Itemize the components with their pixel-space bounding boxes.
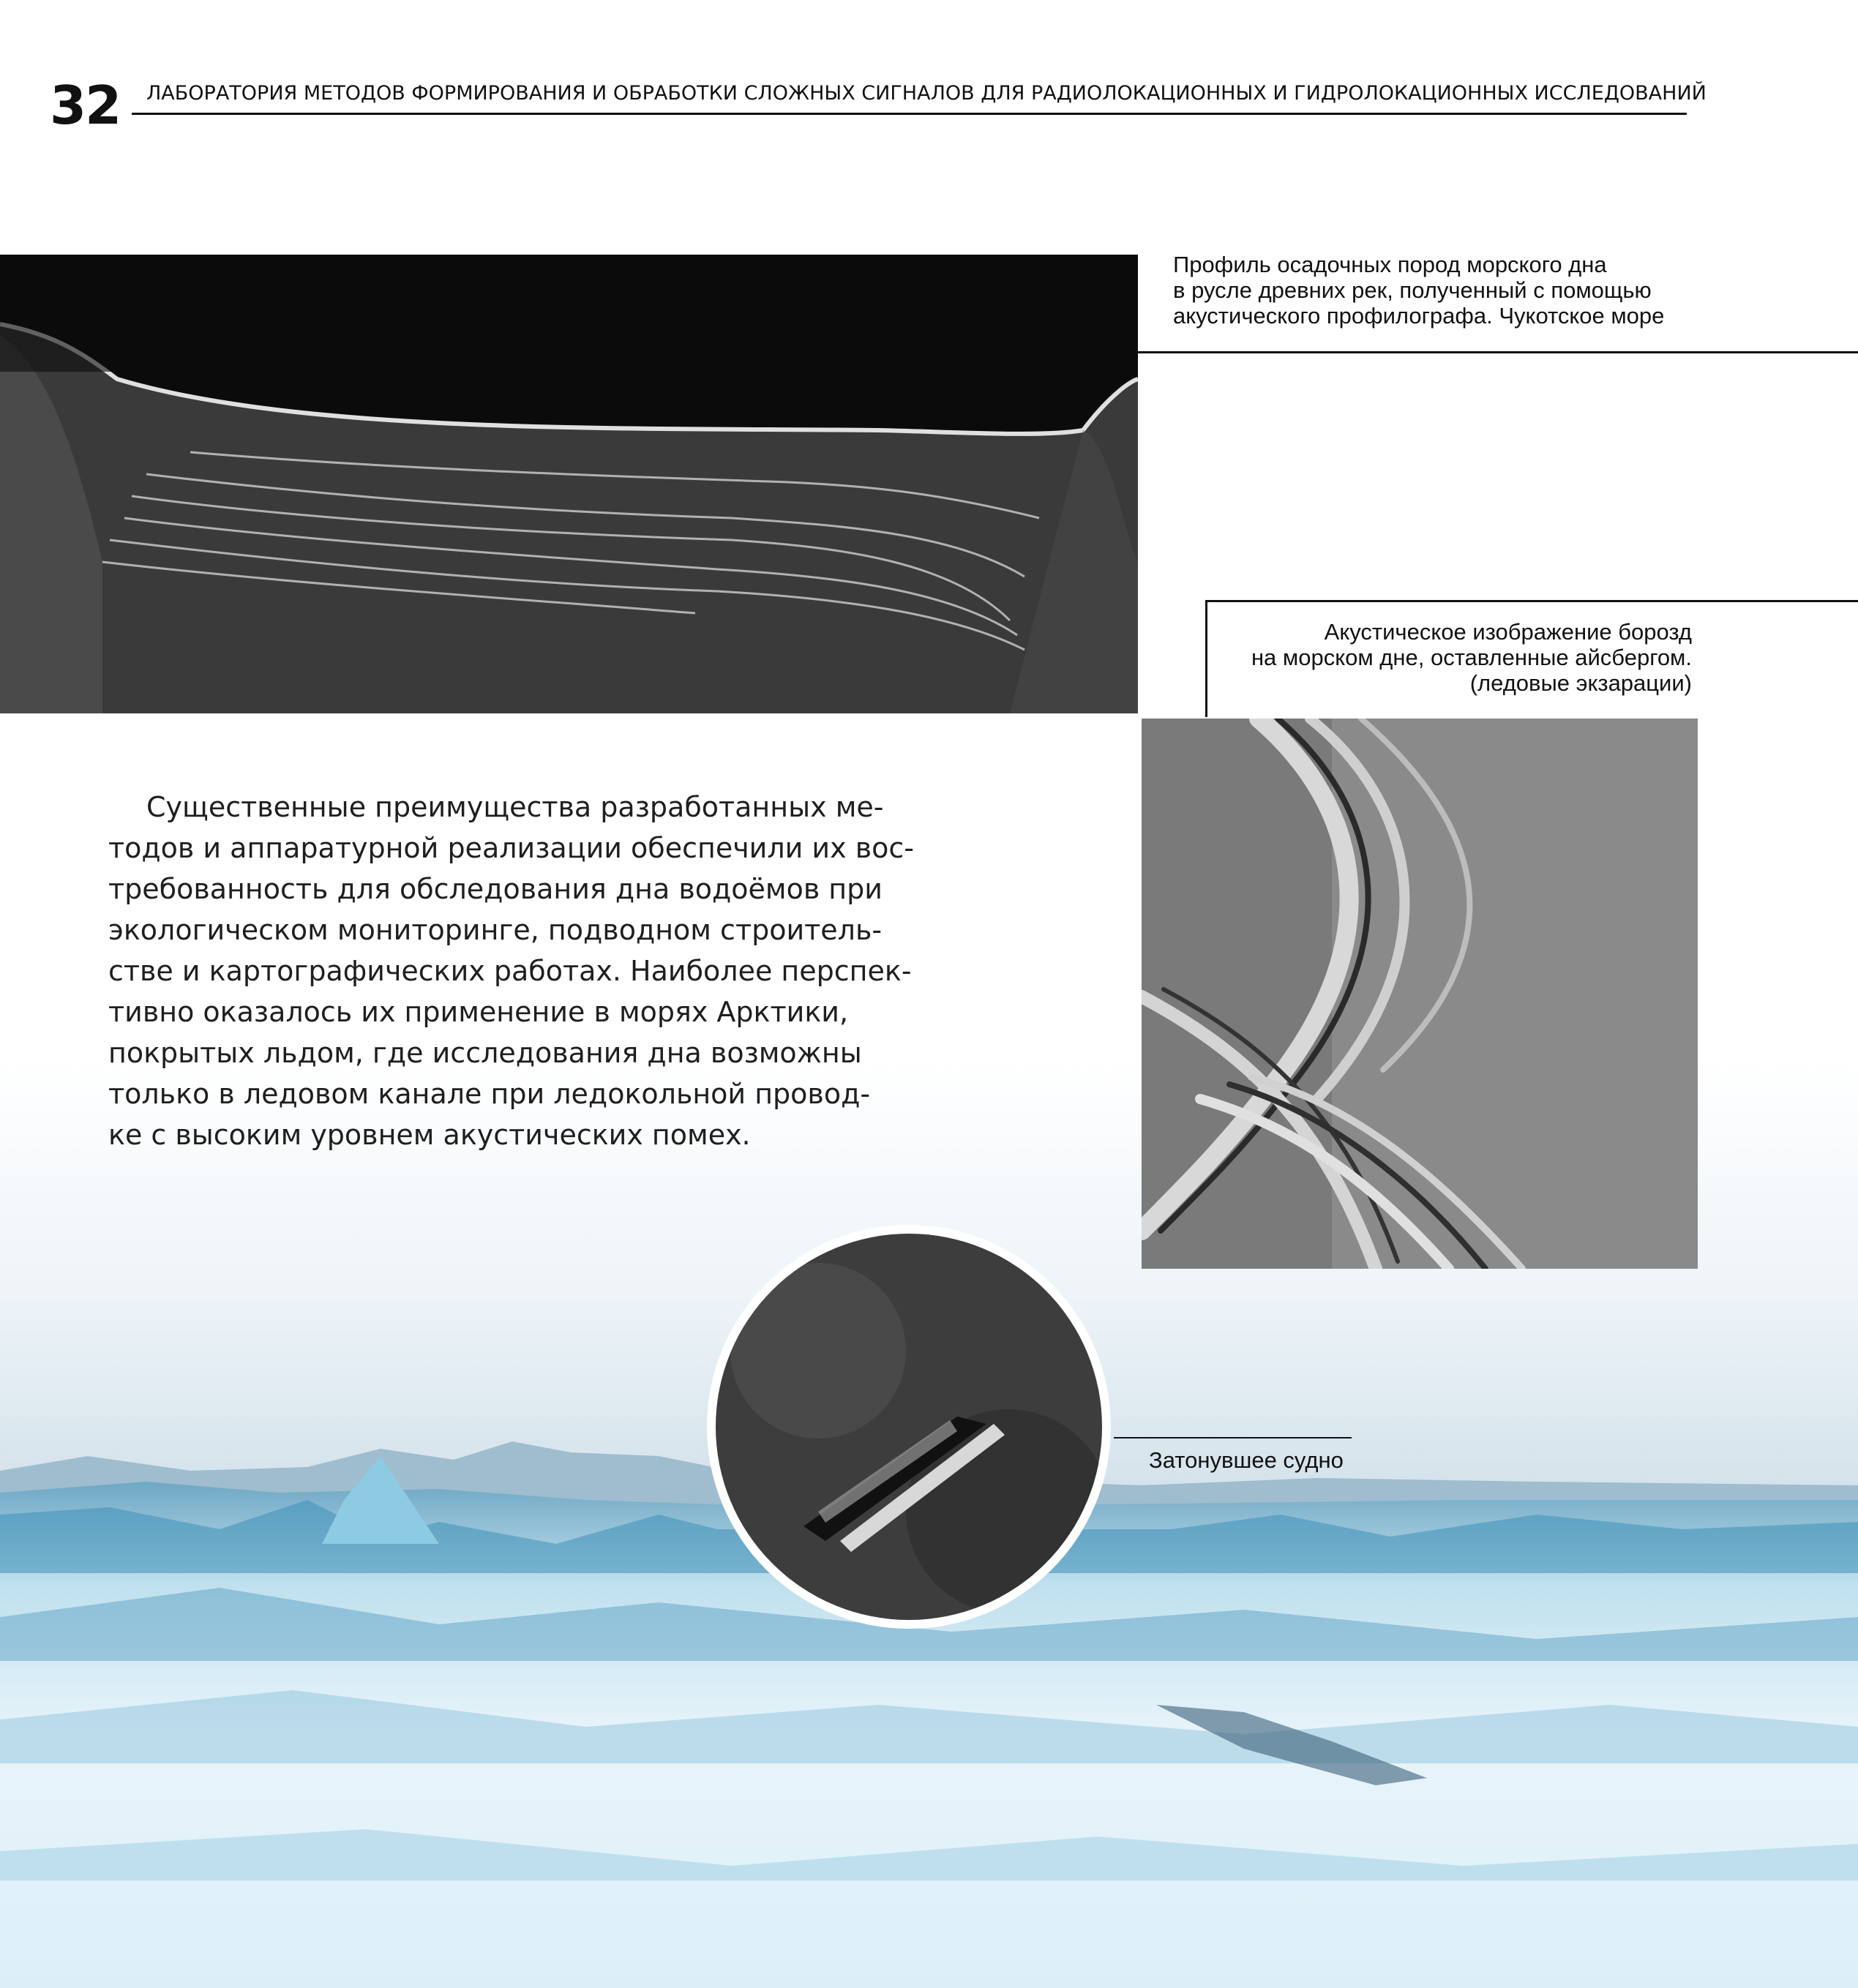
sunken-ship-image-frame xyxy=(707,1225,1111,1629)
scours-caption-rule xyxy=(1205,600,1858,602)
profile-caption-line: в русле древних рек, полученный с помощью xyxy=(1173,277,1652,303)
profile-caption xyxy=(1173,252,1832,329)
scours-caption xyxy=(1180,619,1692,696)
profile-caption-line: акустического профилографа. Чукотское море xyxy=(1173,303,1665,329)
body-line: требованность для обследования дна водоёмов при xyxy=(108,873,883,905)
body-line: экологическом мониторинге, подводном строитель- xyxy=(108,914,883,946)
profile-caption-rule xyxy=(1138,351,1858,353)
ship-caption-rule xyxy=(1114,1437,1352,1439)
body-line: ке с высоким уровнем акустических помех. xyxy=(108,1119,751,1151)
sediment-profile-image xyxy=(0,255,1138,713)
body-line: тодов и аппаратурной реализации обеспечили их вос- xyxy=(108,832,914,864)
ship-caption: Затонувшее судно xyxy=(1149,1447,1344,1473)
scours-caption-line: Акустическое изображение борозд xyxy=(1324,619,1692,645)
header-rule xyxy=(132,113,1687,115)
body-line: стве и картографических работах. Наиболее перспек- xyxy=(108,955,912,987)
running-header: ЛАБОРАТОРИЯ МЕТОДОВ ФОРМИРОВАНИЯ И ОБРАБОТКИ СЛОЖНЫХ СИГНАЛОВ ДЛЯ РАДИОЛОКАЦИОННЫХ И ГИДРОЛОКАЦИОННЫХ ИССЛЕДОВАНИЙ xyxy=(146,82,1707,105)
body-paragraph xyxy=(108,787,914,1155)
scours-caption-line: (ледовые экзарации) xyxy=(1469,670,1692,696)
page-number: 32 xyxy=(50,75,121,136)
sunken-ship-image xyxy=(716,1234,1102,1620)
iceberg-scours-image xyxy=(1142,719,1698,1269)
body-line: Существенные преимущества разработанных ме- xyxy=(146,791,884,823)
body-line: тивно оказалось их применение в морях Арктики, xyxy=(108,996,849,1028)
body-line: только в ледовом канале при ледокольной провод- xyxy=(108,1078,871,1110)
profile-caption-line: Профиль осадочных пород морского дна xyxy=(1173,252,1607,277)
scours-caption-line: на морском дне, оставленные айсбергом. xyxy=(1251,645,1692,670)
body-line: покрытых льдом, где исследования дна возможны xyxy=(108,1037,862,1069)
